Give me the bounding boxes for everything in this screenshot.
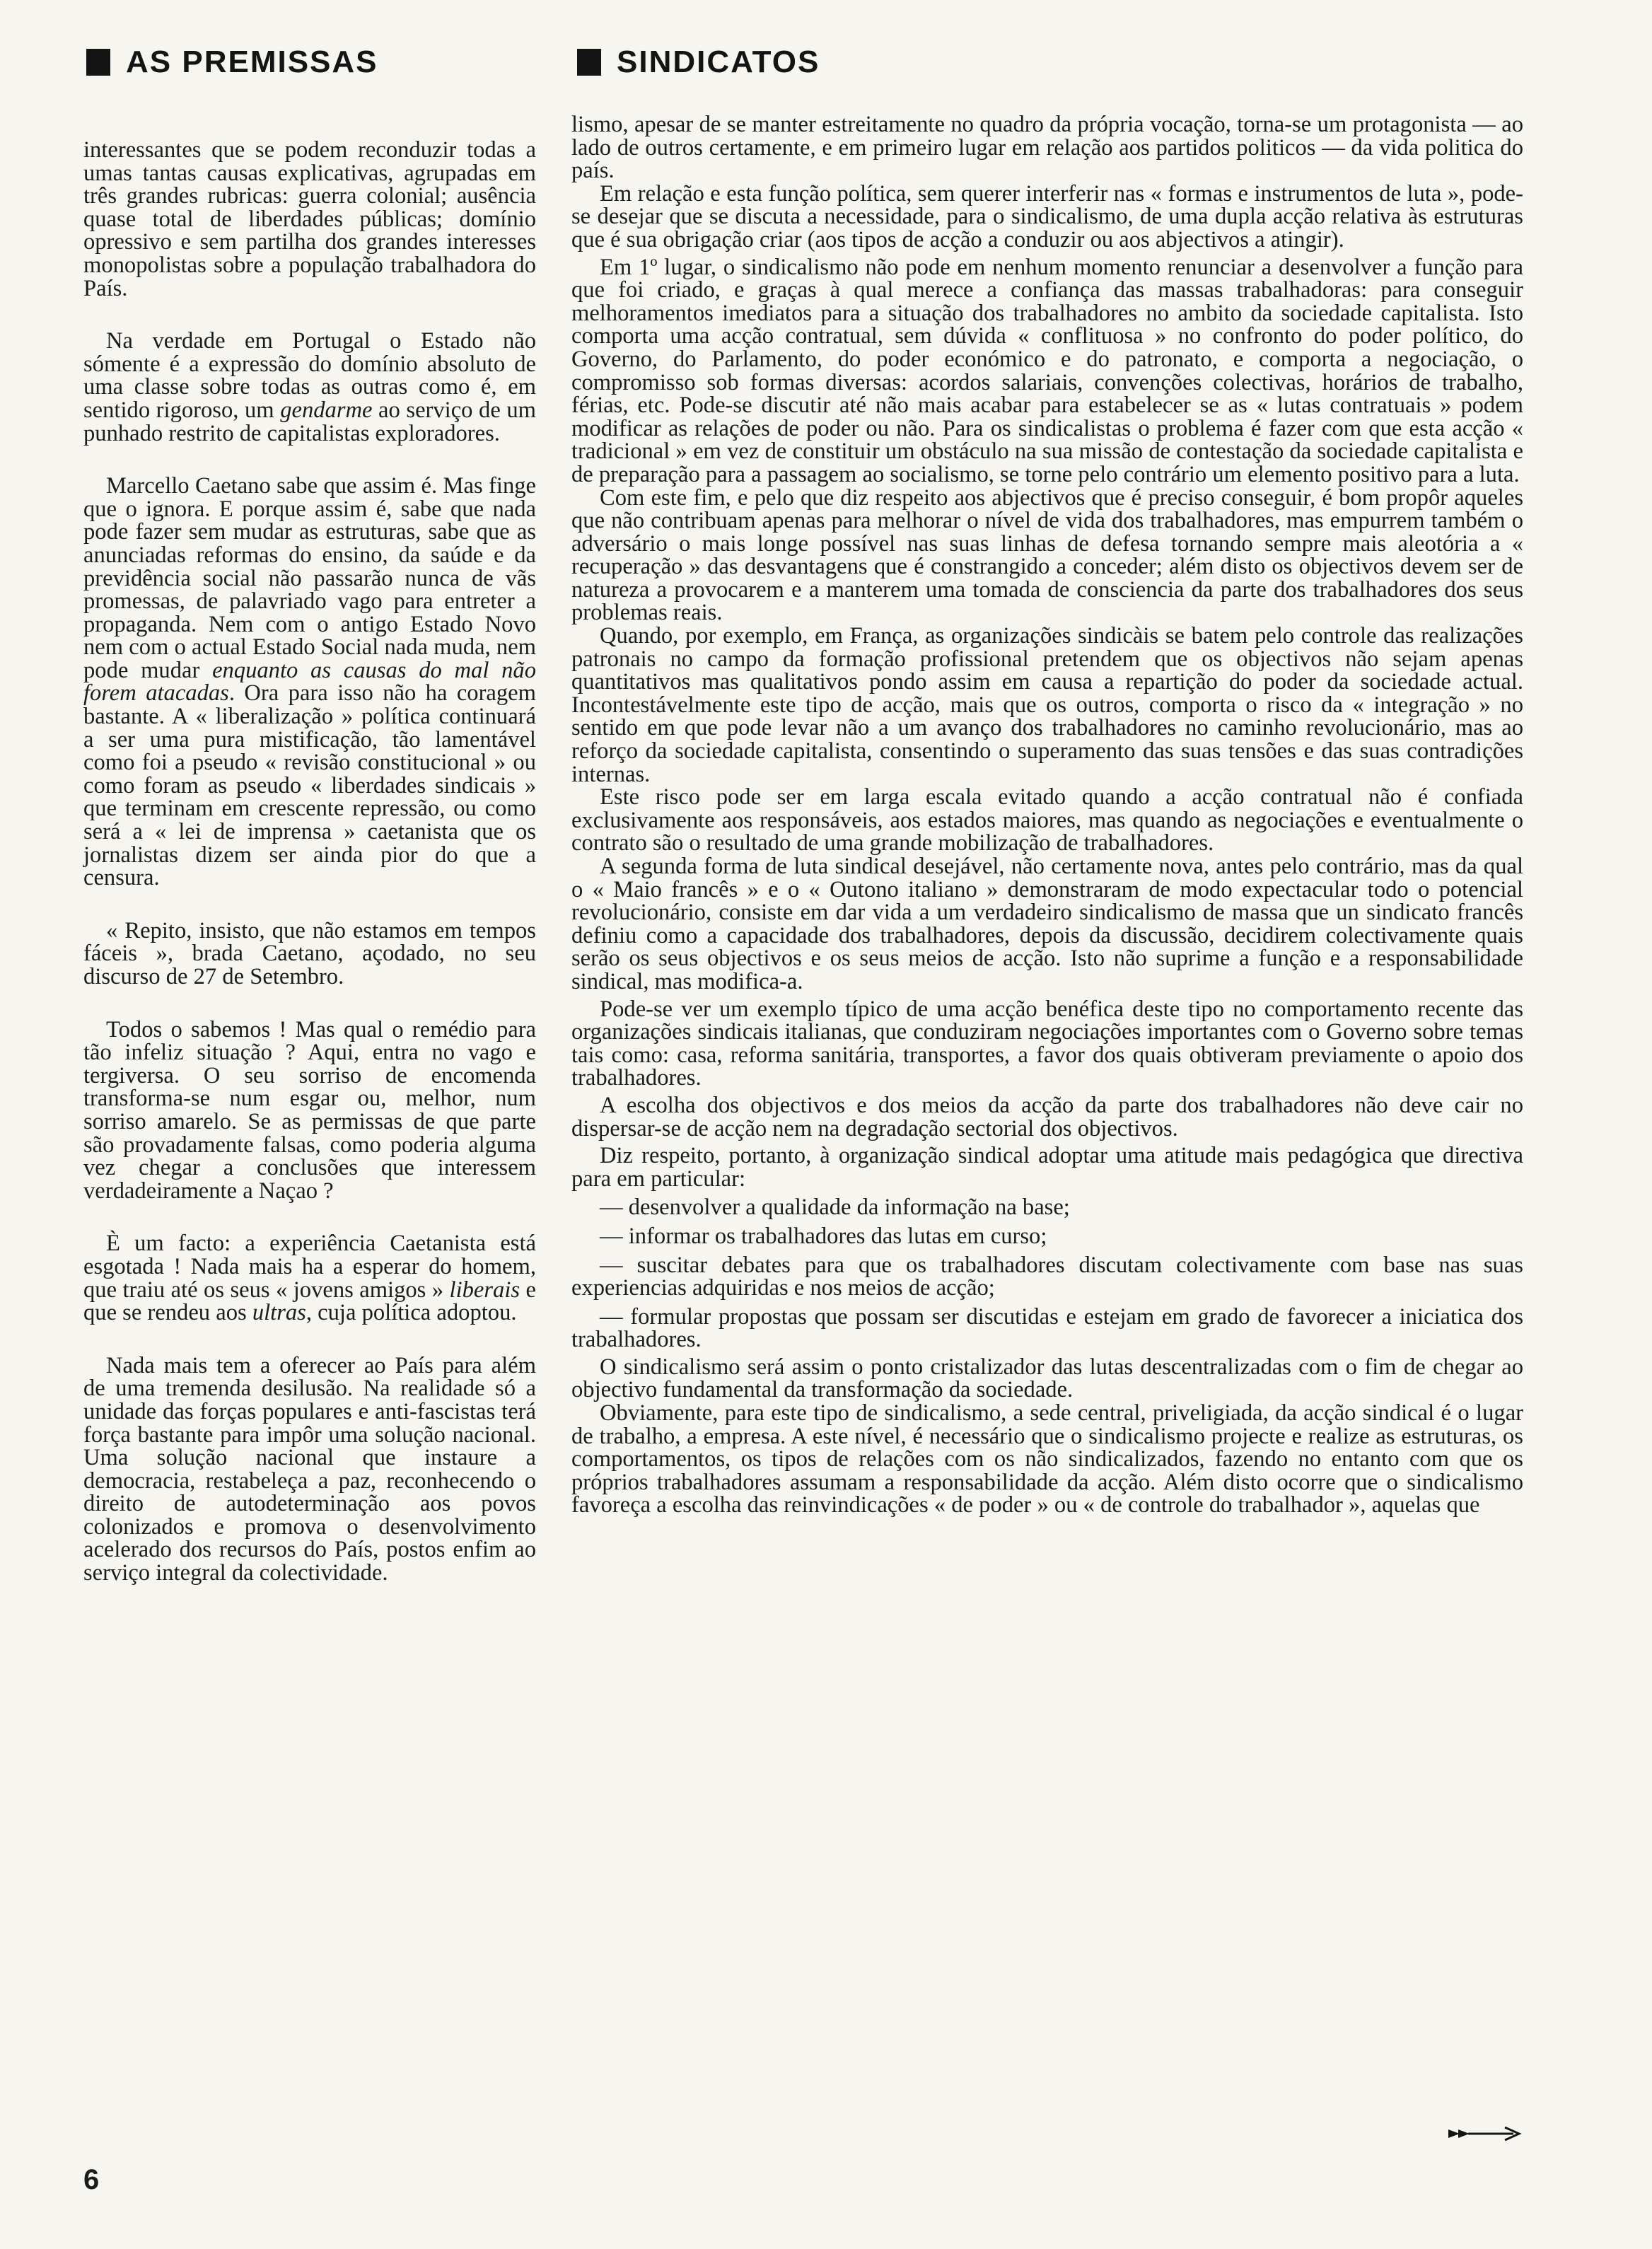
paragraph: Quando, por exemplo, em França, as organizações sindicàis se batem pelo controle das realizações patronais no campo da formação profissional pretendem que os objectivos não sejam apenas quantitativos mas qualitativos pondo assim em causa a repartição do poder da sociedade actual. Incontestávelmente este tipo de acção, mais que os outros, comporta o risco da « integração » no sentido em que pode levar não a um avanço dos trabalhadores no caminho revolucionário, mas ao reforço da sociedade capitalista, consentindo o superamento das suas tensões e das suas contradições internas. — [571, 623, 1523, 787]
paragraph: A segunda forma de luta sindical desejável, não certamente nova, antes pelo contrário, mas da qual o « Maio francês » e o « Outono italiano » demonstraram de modo expectacular todo o potencial revolucionário, consiste em dar vida a um verdadeiro sindicalismo de massa que un sindicato francês definiu como a capacidade dos trabalhadores, depois da discussão, decidirem colectivamente quais serão os seus objectivos e os seus meios de acção. Isto não suprime a função e a responsabilidade sindical, mas modifica-a. — [571, 854, 1523, 994]
section-heading-as-premissas — [86, 41, 378, 83]
paragraph: Obviamente, para este tipo de sindicalismo, a sede central, priveligiada, da acção sindical é o lugar de trabalho, a empresa. A este nível, é necessário que o sindicalismo projecte e realize as estruturas, os comportamentos, os tipos de relações com os não sindicalizados, fazendo no entanto com que os próprios trabalhadores assumam a responsabilidade da acção. Além disto ocorre que o sindicalismo favoreça a escolha das reinvindicações « de poder » ou « de controle do trabalhador », aquelas que — [571, 1400, 1523, 1518]
page-number: 6 — [83, 2164, 100, 2195]
list-item: — formular propostas que possam ser discutidas e estejam em grado de favorecer a iniciatica dos trabalhadores. — [571, 1303, 1523, 1353]
paragraph: Em relação e esta função política, sem querer interferir nas « formas e instrumentos de luta », pode-se desejar que se discuta a necessidade, para o sindicalismo, de uma dupla acção relativa às estruturas que é sua obrigação criar (aos tipos de acção a conduzir ou aos abjectivos a atingir). — [571, 180, 1523, 252]
paragraph: Com este fim, e pelo que diz respeito aos abjectivos que é preciso conseguir, é bom propôr aqueles que não contribuam apenas para melhorar o nível de vida dos trabalhadores, mas empurrem também o adversário o mais longe possível nas suas linhas de defesa tornando sempre mais aleotória a « recuperação » das desvantagens que é constrangido a conceder; além disto os objectivos devem ser de natureza a provocarem e a manterem uma tomada de consciencia da parte dos trabalhadores dos seus problemas reais. — [571, 484, 1523, 626]
paragraph: Este risco pode ser em larga escala evitado quando a acção contratual não é confiada exclusivamente aos responsáveis, aos estados maiores, mas quando as negociações e eventualmente o contrato são o resultado de uma grande mobilização de trabalhadores. — [571, 784, 1523, 856]
paragraph: Diz respeito, portanto, à organização sindical adoptar uma atitude mais pedagógica que directiva para em particular: — [571, 1143, 1523, 1192]
left-column — [83, 139, 536, 1615]
section-heading-label: SINDICATOS — [617, 45, 820, 79]
square-bullet-icon — [577, 49, 601, 76]
section-heading-label: AS PREMISSAS — [126, 45, 378, 79]
paragraph: « Repito, insisto, que não estamos em tempos fáceis », brada Caetano, açodado, no seu discurso de 27 de Setembro. — [83, 917, 536, 989]
paragraph: Todos o sabemos ! Mas qual o remédio para tão infeliz situação ? Aqui, entra no vago e tergiversa. O seu sorriso de encomenda transforma-se num esgar ou, melhor, num sorriso amarelo. Se as permissas de que parte são provadamente falsas, como poderia alguma vez chegar a conclusões que interessem verdadeiramente a Naçao ? — [83, 1016, 536, 1204]
list-item: — informar os trabalhadores das lutas em curso; — [600, 1223, 1047, 1249]
paragraph: Marcello Caetano sabe que assim é. Mas finge que o ignora. E porque assim é, sabe que nada pode fazer sem mudar as estruturas, sabe que as anunciadas reformas do ensino, da saúde e da previdência social não passarão nunca de vãs promessas, de palavriado vago para entreter a propaganda. Nem com o antigo Estado Novo nem com o actual Estado Social nada muda, nem pode mudar enquanto as causas do mal não forem atacadas. Ora para isso não ha coragem bastante. A « liberalização » política continuará a ser uma pura mistificação, tão lamentável como foi a pseudo « revisão constitucional » ou como foram as pseudo « liberdades sindicais » que terminam em crescente repressão, ou como será a « lei de imprensa » caetanista que os jornalistas dizem ser ainda pior do que a censura. — [83, 473, 537, 891]
right-column — [571, 113, 1523, 1517]
arrow-right-icon — [1448, 2125, 1522, 2143]
paragraph: interessantes que se podem reconduzir todas a umas tantas causas explicativas, agrupadas em três grandes rubricas: guerra colonial; ausência quase total de liberdades públicas; domínio opressivo e sem partilha dos grandes interesses monopolistas sobre a população trabalhadora do País. — [83, 137, 536, 301]
paragraph: Nada mais tem a oferecer ao País para além de uma tremenda desilusão. Na realidade só a unidade das forças populares e anti-fascistas terá força bastante para impôr uma solução nacional. Uma solução nacional que instaure a democracia, restabeleça a paz, reconhecendo o direito de autodeterminação aos povos colonizados e promova o desenvolvimento acelerado dos recursos do País, postos enfim ao serviço integral da colectividade. — [83, 1352, 536, 1586]
square-bullet-icon — [86, 49, 110, 76]
paragraph: A escolha dos objectivos e dos meios da acção da parte dos trabalhadores não deve cair no dispersar-se de acção nem na degradação sectorial dos objectivos. — [571, 1092, 1523, 1141]
list-item: — desenvolver a qualidade da informação na base; — [600, 1195, 1070, 1221]
paragraph: È um facto: a experiência Caetanista está esgotada ! Nada mais ha a esperar do homem, que traiu até os seus « jovens amigos » liberais e que se rendeu aos ultras, cuja política adoptou. — [83, 1231, 536, 1326]
paragraph: Na verdade em Portugal o Estado não sómente é a expressão do domínio absoluto de uma classe sobre todas as outras como é, em sentido rigoroso, um gendarme ao serviço de um punhado restrito de capitalistas exploradores. — [83, 328, 536, 446]
paragraph: Pode-se ver um exemplo típico de uma acção benéfica deste tipo no comportamento recente das organizações sindicais italianas, que conduziram negociações importantes com o Governo sobre temas tais como: casa, reforma sanitária, transportes, a favor dos quais obtiveram previamente o apoio dos trabalhadores. — [571, 996, 1523, 1091]
section-heading-sindicatos — [577, 41, 820, 83]
paragraph: lismo, apesar de se manter estreitamente no quadro da própria vocação, torna-se um protagonista — ao lado de outros certamente, e em primeiro lugar em relação aos partidos politicos — da vida politica do país. — [571, 112, 1523, 184]
list-item: — suscitar debates para que os trabalhadores discutam colectivamente com base nas suas experiencias adquiridas e nos meios de acção; — [571, 1252, 1523, 1301]
paragraph: Em 1º lugar, o sindicalismo não pode em nenhum momento renunciar a desenvolver a função para que foi criado, e graças à qual merece a confiança das massas trabalhadoras: para conseguir melhoramentos imediatos para a situação dos trabalhadores no ambito da sociedade capitalista. Isto comporta uma acção contratual, sem dúvida « conflituosa » no confronto do poder político, do Governo, do Parlamento, do poder económico e do patronato, e comporta a negociação, o compromisso sob formas diversas: acordos salariais, convenções colectivas, horários de trabalho, férias, etc. Pode-se discutir até não mais acabar para estabelecer se as « lutas contratuais » podem modificar as relações de poder ou não. Para os sindicalistas o problema é fazer com que esta acção « tradicional » em vez de constituir um obstáculo na sua missão de contestação da sociedade capitalista e de preparação para a passagem ao socialismo, se torne pelo contrário um elemento positivo para a luta. — [571, 254, 1523, 487]
paragraph: O sindicalismo será assim o ponto cristalizador das lutas descentralizadas com o fim de chegar ao objectivo fundamental da transformação da sociedade. — [571, 1354, 1523, 1403]
